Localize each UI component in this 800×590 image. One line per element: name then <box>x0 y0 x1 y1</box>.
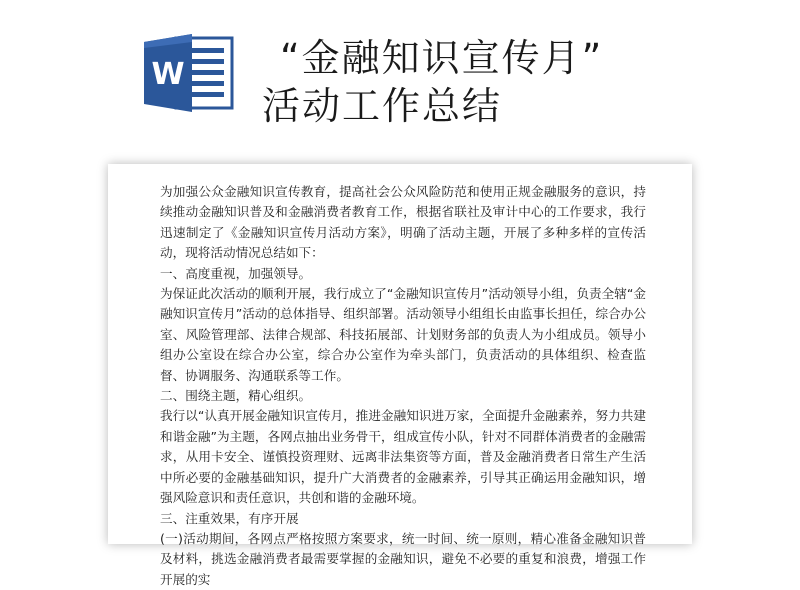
title-line-1: “金融知识宣传月” <box>280 36 604 80</box>
section-paragraph-1: 为保证此次活动的顺利开展，我行成立了“金融知识宣传月”活动领导小组，负责全辖“金融知识宣传月”活动的总体指导、组织部署。活动领导小组组长由监事长担任，综合办公室、风险管理部、法律合规部、科技拓展部、计划财务部的负责人为小组成员。领导小组办公室设在综合办公室，综合办公室作为牵头部门，负责活动的具体组织、检查监督、协调服务、沟通联系等工作。 <box>160 286 646 383</box>
header-banner <box>0 0 800 160</box>
section-heading-2: 二、围绕主题，精心组织。 <box>160 388 312 404</box>
section-paragraph-2: 我行以“认真开展金融知识宣传月，推进金融知识进万家，全面提升金融素养，努力共建和谐金融”为主题，各网点抽出业务骨干，组成宣传小队，针对不同群体消费者的金融需求，从用卡安全、谨慎投资理财、远离非法集资等方面，普及金融消费者日常生产生活中所必要的金融基础知识，提升广大消费者的金融素养，引导其正确运用金融知识，增强风险意识和责任意识，共创和谐的金融环境。 <box>160 408 646 506</box>
page-title <box>262 34 603 130</box>
word-document-icon <box>140 32 236 114</box>
section-paragraph-3: (一)活动期间，各网点严格按照方案要求，统一时间、统一原则，精心准备金融知识普及材料，挑选金融消费者最需要掌握的金融知识，避免不必要的重复和浪费，增强工作开展的实 <box>160 530 646 587</box>
title-line-2: 活动工作总结 <box>262 84 503 128</box>
intro-paragraph: 为加强公众金融知识宣传教育，提高社会公众风险防范和使用正规金融服务的意识，持续推动金融知识普及和金融消费者教育工作，根据省联社及审计中心的工作要求，我行迅速制定了《金融知识宣传月活动方案》，明确了活动主题，开展了多种多样的宣传活动，现将活动情况总结如下： <box>160 184 646 261</box>
document-body <box>160 182 646 590</box>
section-heading-3: 三、注重效果，有序开展 <box>160 510 299 526</box>
section-heading-1: 一、高度重视，加强领导。 <box>160 265 312 281</box>
svg-text:W: W <box>151 57 185 92</box>
